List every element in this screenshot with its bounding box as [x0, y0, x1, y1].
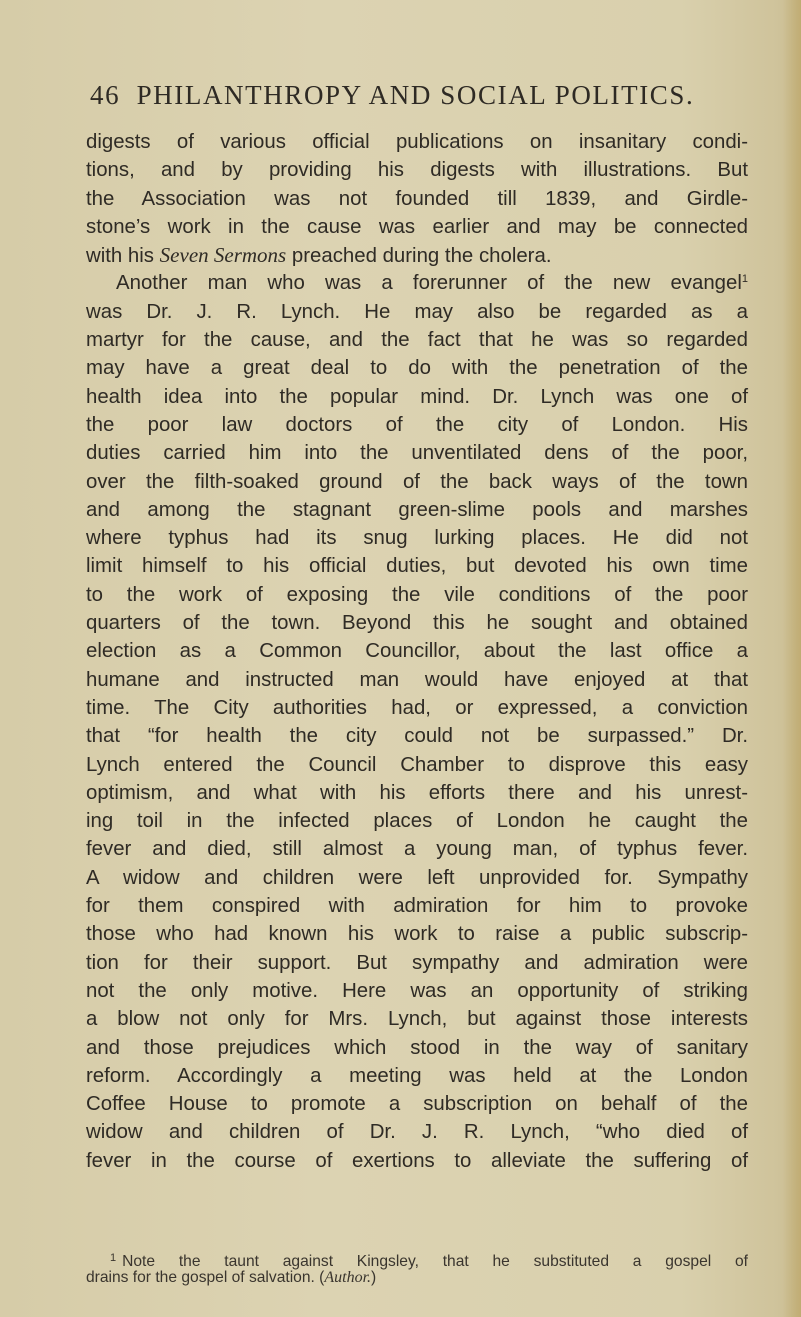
page-number: 46 [90, 80, 121, 110]
text-line: martyr for the cause, and the fact that he was so regarded [86, 329, 748, 352]
text-line: Coffee House to promote a subscription on behalf of the [86, 1093, 748, 1116]
body-text [86, 128, 748, 1175]
text-line: tions, and by providing his digests with illustrations. But [86, 159, 748, 182]
text-line: for them conspired with admiration for him to provoke [86, 895, 748, 918]
text-line: duties carried him into the unventilated dens of the poor, [86, 442, 748, 465]
text-line: A widow and children were left unprovided for. Sympathy [86, 866, 748, 889]
text-line: digests of various official publications on insanitary condi- [86, 131, 748, 153]
text-line: stone’s work in the cause was earlier and may be connected [86, 215, 748, 238]
text-line: was Dr. J. R. Lynch. He may also be regarded as a [86, 300, 748, 323]
text-line: the poor law doctors of the city of London. His [86, 413, 748, 436]
text-line: humane and instructed man would have enjoyed at that [86, 668, 748, 691]
text-line: and among the stagnant green-slime pools and marshes [86, 498, 748, 521]
text-line: health idea into the popular mind. Dr. Lynch was one of [86, 385, 748, 408]
text-line: those who had known his work to raise a public subscrip- [86, 923, 748, 946]
footnote-line: $^1$ Note the taunt against Kingsley, that he substituted a gospel of [110, 1252, 748, 1270]
footnote-reference: 1 [741, 273, 748, 286]
text-line: not the only motive. Here was an opportunity of striking [86, 979, 748, 1002]
text-line: reform. Accordingly a meeting was held at the London [86, 1064, 748, 1087]
running-title: PHILANTHROPY AND SOCIAL POLITICS. [136, 80, 695, 110]
paragraph-start-line: Another man who was a forerunner of the new evangel$^1$ [116, 272, 748, 295]
text-line: with his Seven Sermons preached during the cholera. [86, 243, 552, 268]
text-line: over the filth-soaked ground of the back ways of the town [86, 470, 748, 493]
text-line: quarters of the town. Beyond this he sought and obtained [86, 612, 748, 635]
text-line: Lynch entered the Council Chamber to disprove this easy [86, 753, 748, 776]
footnote-marker: 1 [110, 1252, 117, 1264]
footnote-line: drains for the gospel of salvation. (Author.) [86, 1269, 377, 1286]
text-line: may have a great deal to do with the penetration of the [86, 357, 748, 380]
text-line: limit himself to his official duties, but devoted his own time [86, 555, 748, 578]
text-line: tion for their support. But sympathy and admiration were [86, 951, 748, 974]
footnote-author-italic: Author. [324, 1269, 372, 1286]
running-header [90, 80, 730, 111]
text-line: the Association was not founded till 1839, and Girdle- [86, 187, 748, 210]
text-line: that “for health the city could not be surpassed.” Dr. [86, 725, 748, 748]
text-line: and those prejudices which stood in the way of sanitary [86, 1036, 748, 1059]
text-line: widow and children of Dr. J. R. Lynch, “who died of [86, 1121, 748, 1144]
text-line: fever and died, still almost a young man, of typhus fever. [86, 838, 748, 861]
text-line: a blow not only for Mrs. Lynch, but against those interests [86, 1008, 748, 1031]
page-edge-shadow [783, 0, 801, 1317]
text-line: where typhus had its snug lurking places. He did not [86, 527, 748, 550]
text-line: time. The City authorities had, or expressed, a conviction [86, 696, 748, 719]
text-line: fever in the course of exertions to alleviate the suffering of [86, 1149, 748, 1172]
book-title-italic: Seven Sermons [159, 243, 287, 268]
footnote [86, 1248, 748, 1288]
text-line: optimism, and what with his efforts there and his unrest- [86, 781, 748, 804]
text-line: election as a Common Councillor, about the last office a [86, 640, 748, 663]
text-line: to the work of exposing the vile conditions of the poor [86, 583, 748, 606]
text-line: ing toil in the infected places of London he caught the [86, 810, 748, 833]
